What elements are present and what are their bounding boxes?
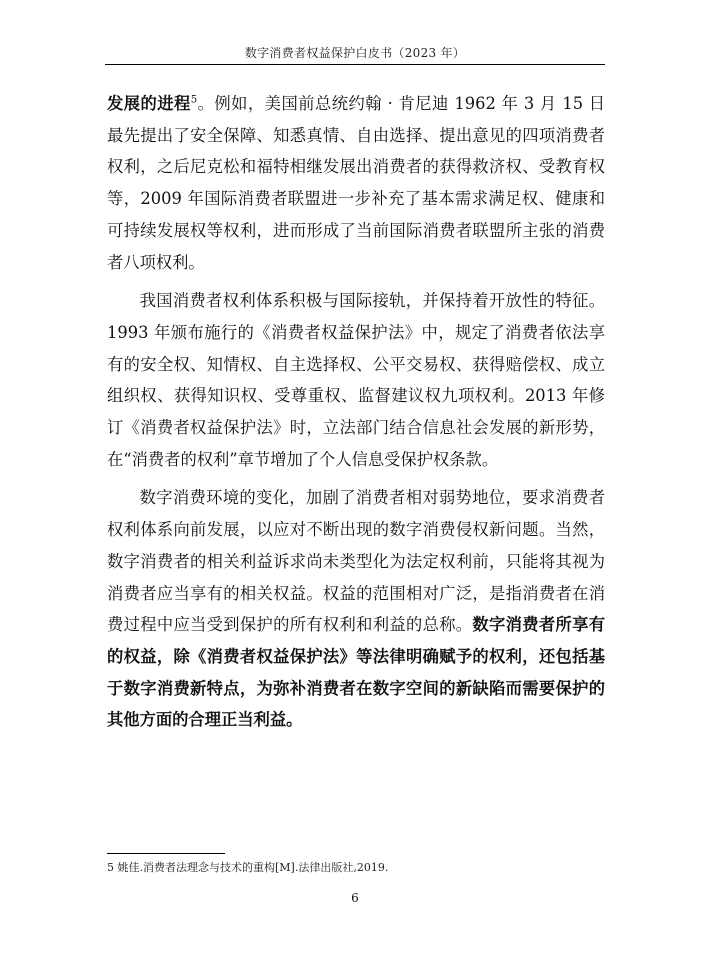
paragraph-1-bold-lead: 发展的进程 — [107, 94, 191, 113]
page-number: 6 — [351, 891, 359, 905]
footnote-ref-5: 5 — [190, 94, 198, 106]
paragraph-2: 我国消费者权利体系积极与国际接轨，并保持着开放性的特征。1993 年颁布施行的《消费者权益保护法》中，规定了消费者依法享有的安全权、知情权、自主选择权、公平交易权、获得赔偿权、成立组织权、获得知识权、受尊重权、监督建议权九项权利。2013 年修订《消费者权益保护法》时，立法部门结合信息社会发展的新形势，在“消费者的权利”章节增加了个人信息受保护权条款。 — [107, 291, 605, 469]
paragraph-1-text: 。例如，美国前总统约翰 · 肯尼迪 1962 年 3 月 15 日最先提出了安全保障、知悉真情、自由选择、提出意见的四项消费者权利，之后尼克松和福特相继发展出消费者的获得救济权、受教育权等，2009 年国际消费者联盟进一步补充了基本需求满足权、健康和可持续发展权等权利，进而形成了当前国际消费者联盟所主张的消费者八项权利。 — [107, 94, 605, 272]
paragraph-3-text: 数字消费环境的变化，加剧了消费者相对弱势地位，要求消费者权利体系向前发展，以应对不断出现的数字消费侵权新问题。当然，数字消费者的相关利益诉求尚未类型化为法定权利前，只能将其视为消费者应当享有的相关权益。权益的范围相对广泛，是指消费者在消费过程中应当受到保护的所有权利和利益的总称。 — [107, 488, 605, 635]
running-header-title: 数字消费者权益保护白皮书（2023 年） — [244, 46, 466, 60]
paragraph-1 — [107, 88, 605, 278]
footnote-divider — [107, 853, 225, 854]
paragraph-3 — [107, 482, 605, 736]
footnote-5: 5 姚佳.消费者法理念与技术的重构[M].法律出版社,2019. — [107, 861, 389, 874]
header-divider — [105, 64, 605, 65]
body-text — [107, 88, 605, 736]
paragraph-3-bold-tail: 数字消费者所享有的权益，除《消费者权益保护法》等法律明确赋予的权利，还包括基于数字消费新特点，为弥补消费者在数字空间的新缺陷而需要保护的其他方面的合理正当利益。 — [107, 615, 605, 730]
